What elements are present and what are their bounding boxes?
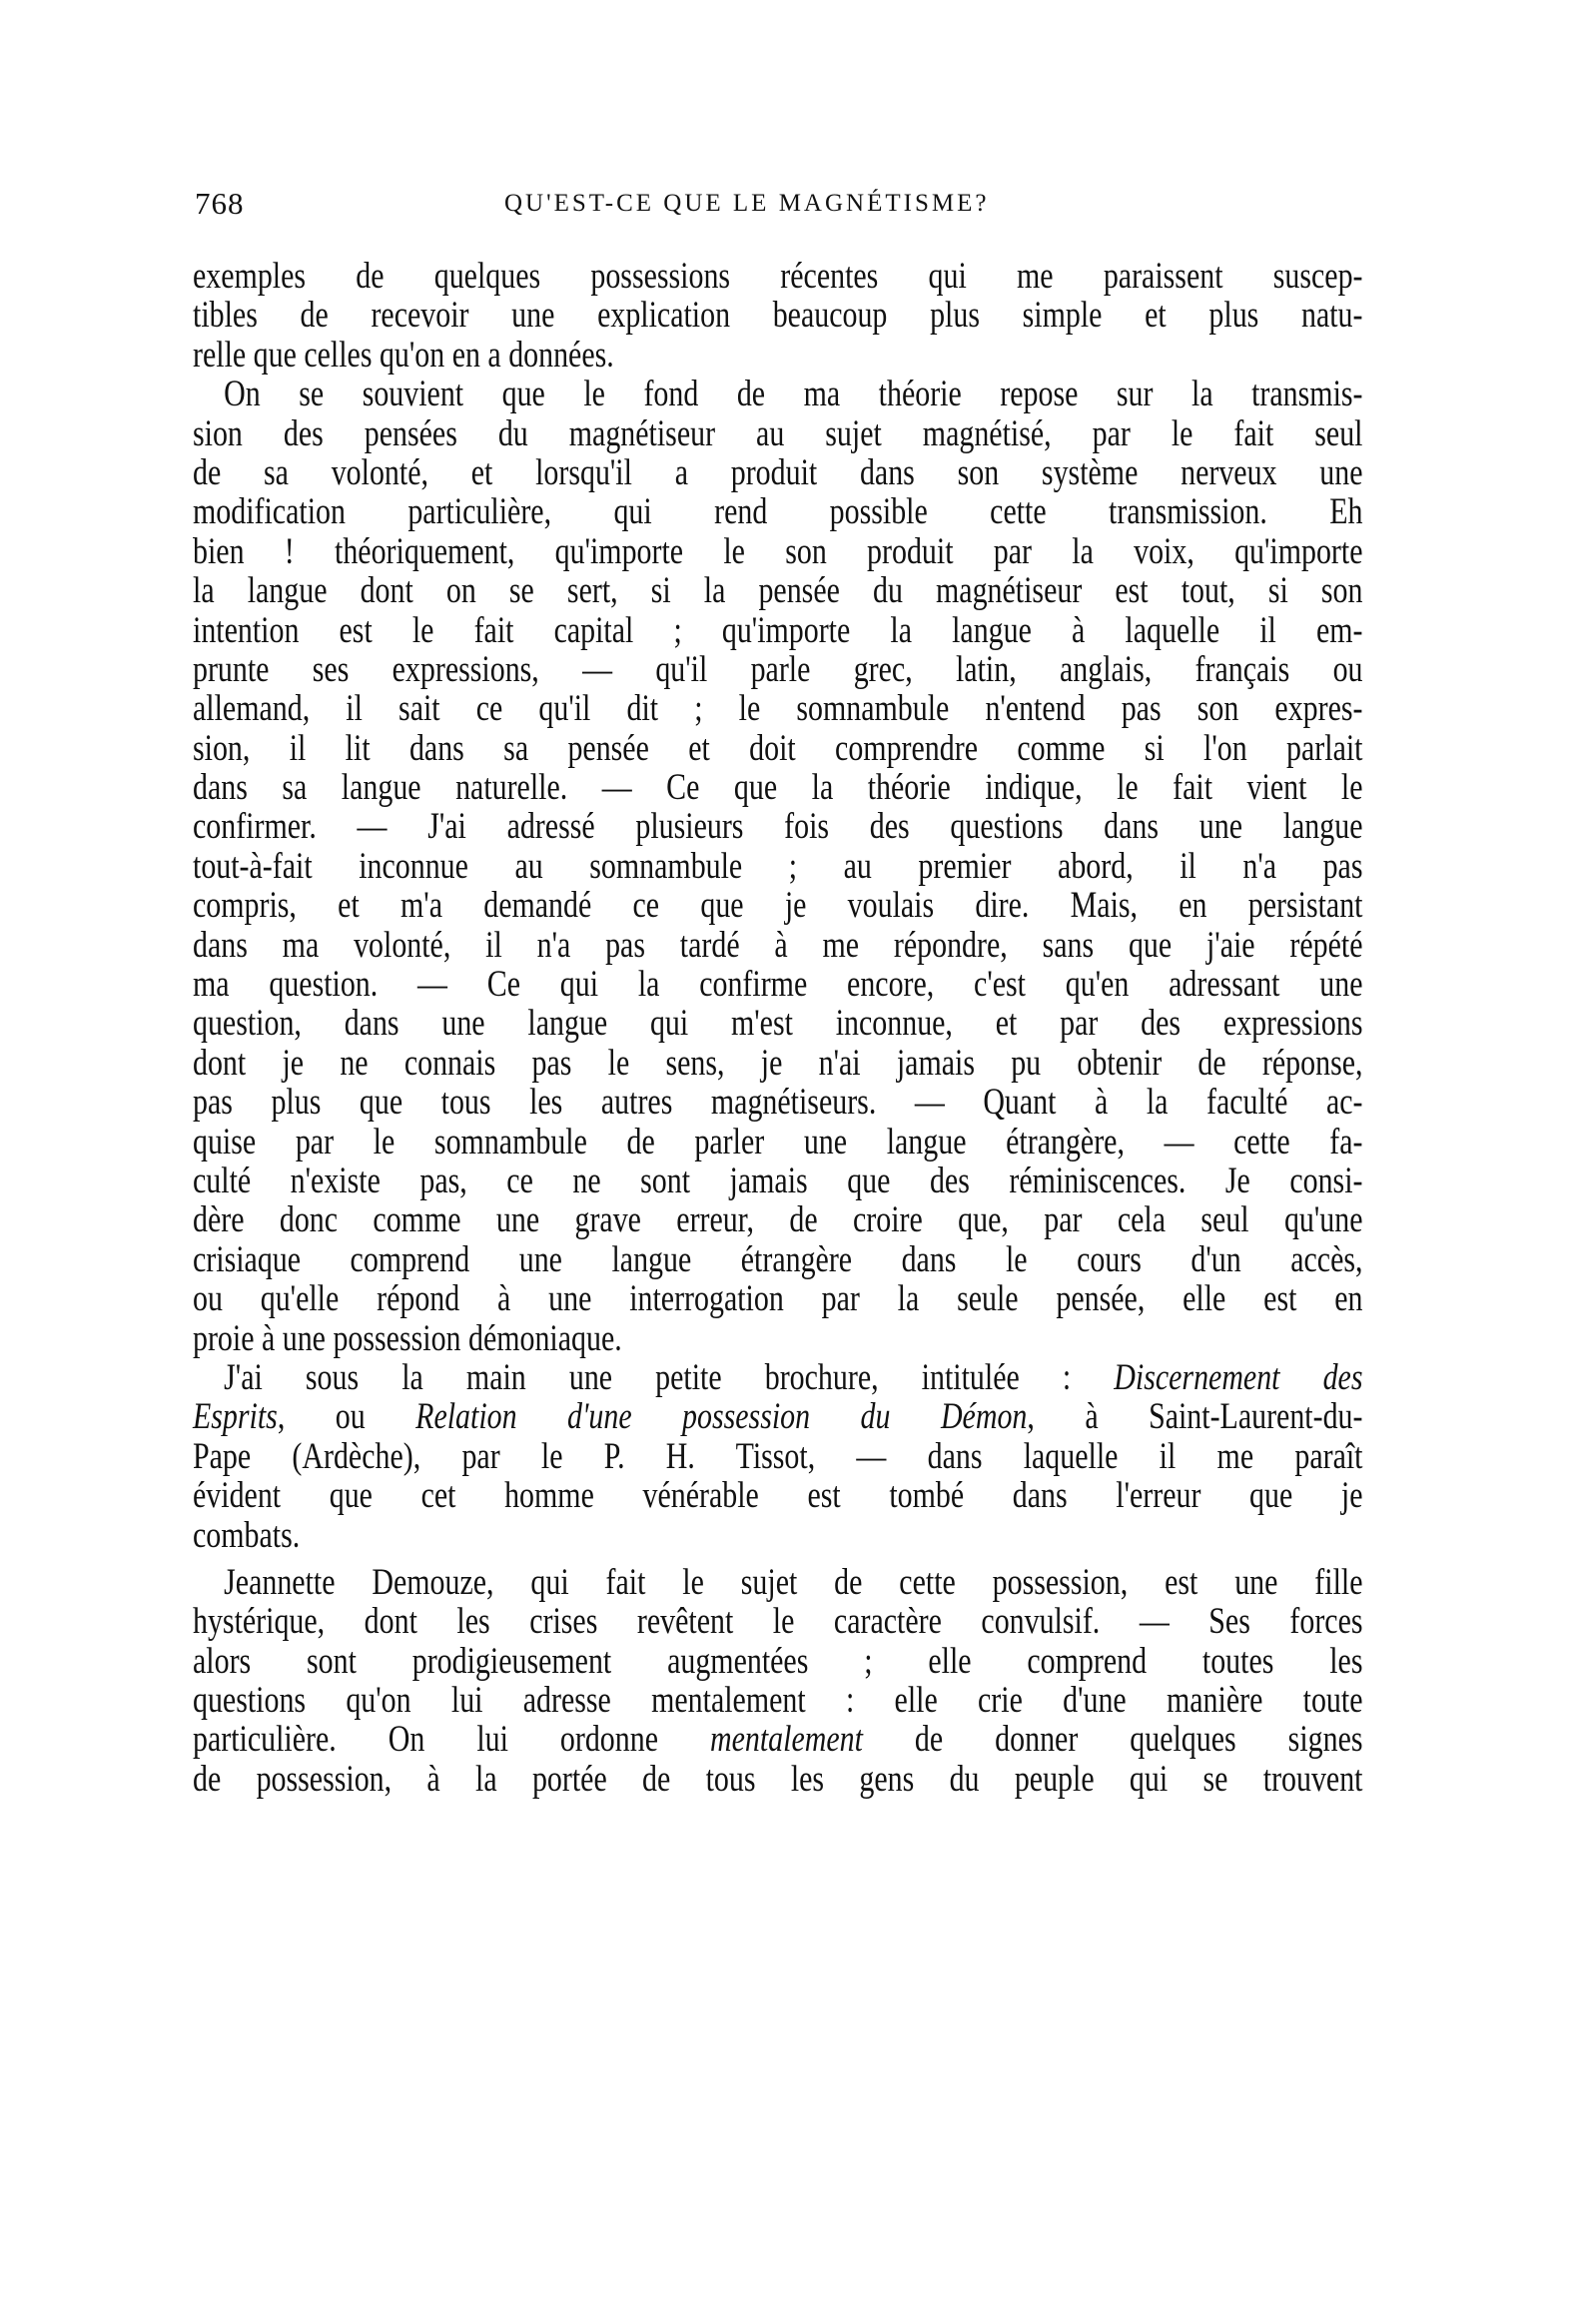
text-line: tibles de recevoir une explication beaucoup plus simple et plus natu- [193,294,1363,336]
text-run: combats. [193,1513,301,1555]
text-line: prunte ses expressions, — qu'il parle grec, latin, anglais, français ou [193,647,1363,689]
text-line: ou qu'elle répond à une interrogation par la seule pensée, elle est en [193,1277,1363,1319]
text-line: question, dans une langue qui m'est inconnue, et par des expressions [193,1002,1363,1044]
text-run: J'ai sous la main une petite brochure, intitulée : [224,1355,1115,1397]
running-title: QU'EST-CE QUE LE MAGNÉTISME? [504,190,990,217]
text-line [193,1396,1362,1435]
text-run: de donner quelques signes [862,1718,1363,1760]
page-number: 768 [195,186,245,221]
paragraph-jeannette [193,1562,1363,1798]
text-line: tout-à-fait inconnue au somnambule ; au premier abord, il n'a pas [193,844,1363,886]
text-run: évident que cet homme vénérable est tombé dans l'erreur que je [193,1474,1363,1516]
text-run: Pape (Ardèche), par le P. H. Tissot, — dans laquelle il me paraît [193,1434,1363,1476]
text-line: dans sa langue naturelle. — Ce que la théorie indique, le fait vient le [193,766,1363,808]
text-line: sion, il lit dans sa pensée et doit comprendre comme si l'on parlait [193,726,1363,768]
text-line: ma question. — Ce qui la confirme encore, c'est qu'en adressant une [193,963,1363,1005]
text-run: Jeannette Demouze, qui fait le sujet de cette possession, est une fille [224,1560,1363,1602]
paragraph-continuation [193,256,1363,374]
text-line: pas plus que tous les autres magnétiseurs. — Quant à la faculté ac- [193,1081,1363,1123]
text-line: la langue dont on se sert, si la pensée du magnétiseur est tout, si son [193,569,1363,611]
text-line [193,1436,1362,1475]
text-line [193,1562,1362,1601]
text-line: proie à une possession démoniaque. [193,1316,622,1358]
text-line [193,1759,1362,1798]
paragraph-brochure [193,1357,1363,1554]
text-run: hystérique, dont les crises revêtent le caractère convulsif. — Ses forces [193,1600,1363,1642]
text-line [193,1641,1362,1680]
text-run: de possession, à la portée de tous les gens du peuple qui se trouvent [193,1757,1363,1799]
text-run: , ou [277,1395,416,1437]
text-run: alors sont prodigieusement augmentées ; elle comprend toutes les [193,1639,1363,1681]
text-line: dère donc comme une grave erreur, de croire que, par cela seul qu'une [193,1198,1363,1240]
text-run: questions qu'on lui adresse mentalement : elle crie d'une manière toute [193,1679,1363,1721]
text-line: allemand, il sait ce qu'il dit ; le somnambule n'entend pas son expres- [193,687,1363,729]
text-line: intention est le fait capital ; qu'importe la langue à laquelle il em- [193,608,1363,650]
text-line: exemples de quelques possessions récentes qui me paraissent suscep- [193,255,1363,296]
running-head [195,186,1383,226]
book-title: Esprits [193,1395,278,1437]
text-line [193,1515,1362,1554]
text-line [193,1680,1362,1719]
text-line: quise par le somnambule de parler une langue étrangère, — cette fa- [193,1120,1363,1162]
text-line: sion des pensées du magnétiseur au sujet magnétisé, par le fait seul [193,411,1363,453]
text-line: modification particulière, qui rend possible cette transmission. Eh [193,490,1363,532]
text-line [193,1475,1362,1514]
text-line: de sa volonté, et lorsqu'il a produit dans son système nerveux une [193,450,1363,492]
text-run: particulière. On lui ordonne [193,1718,710,1760]
text-line: culté n'existe pas, ce ne sont jamais que des réminiscences. Je consi- [193,1159,1363,1200]
text-line: bien ! théoriquement, qu'importe le son produit par la voix, qu'importe [193,529,1363,571]
text-line [193,1719,1362,1758]
text-line: dont je ne connais pas le sens, je n'ai jamais pu obtenir de réponse, [193,1041,1363,1083]
body-text [193,256,1363,1798]
text-line: compris, et m'a demandé ce que je voulais dire. Mais, en persistant [193,884,1363,926]
text-line: confirmer. — J'ai adressé plusieurs fois des questions dans une langue [193,805,1363,847]
text-line: dans ma volonté, il n'a pas tardé à me répondre, sans que j'aie répété [193,923,1363,965]
emphasis: mentalement [709,1718,863,1760]
text-line: relle que celles qu'on en a données. [193,333,614,375]
book-title: Relation d'une possession du Démon [415,1395,1028,1437]
text-line [193,1357,1362,1396]
text-line: On se souvient que le fond de ma théorie repose sur la transmis- [224,373,1363,414]
text-run: , à Saint-Laurent-du- [1027,1395,1363,1437]
text-line: crisiaque comprend une langue étrangère dans le cours d'un accès, [193,1237,1363,1279]
book-title: Discernement des [1114,1355,1363,1397]
paragraph-theory [193,374,1363,1357]
text-line [193,1601,1362,1640]
